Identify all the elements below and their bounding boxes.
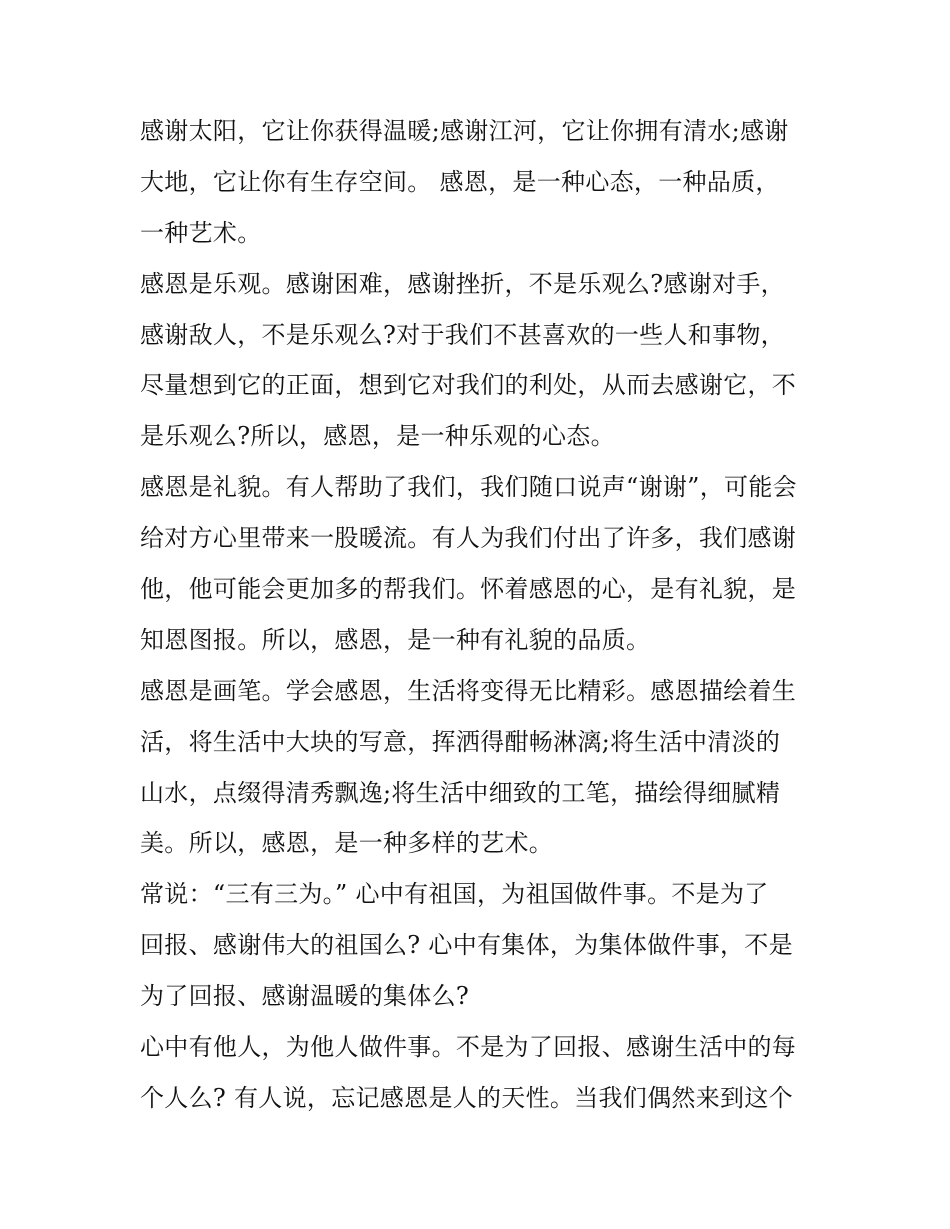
text-line: 感恩是乐观。感谢困难，感谢挫折，不是乐观么?感谢对手， xyxy=(140,269,785,298)
text-line: 活，将生活中大块的写意，挥洒得酣畅淋漓;将生活中清淡的 xyxy=(140,727,781,756)
text-line: 美。所以，感恩，是一种多样的艺术。 xyxy=(140,829,554,858)
text-line: 尽量想到它的正面，想到它对我们的利处，从而去感谢它，不 xyxy=(140,371,797,400)
text-line: 常说：“三有三为。” 心中有祖国，为祖国做件事。不是为了 xyxy=(140,880,769,909)
text-line: 感谢太阳，它让你获得温暖;感谢江河，它让你拥有清水;感谢 xyxy=(140,117,789,145)
text-line: 心中有他人，为他人做件事。不是为了回报、感谢生活中的每 xyxy=(140,1033,797,1062)
document-body xyxy=(140,110,820,1128)
text-line: 感恩是画笔。学会感恩，生活将变得无比精彩。感恩描绘着生 xyxy=(140,676,797,705)
text-line: 知恩图报。所以，感恩，是一种有礼貌的品质。 xyxy=(140,625,651,654)
text-line: 感谢敌人，不是乐观么?对于我们不甚喜欢的一些人和事物， xyxy=(140,320,785,349)
text-line: 给对方心里带来一股暖流。有人为我们付出了许多，我们感谢 xyxy=(140,524,797,553)
text-line: 山水，点缀得清秀飘逸;将生活中细致的工笔，描绘得细腻精 xyxy=(140,778,781,807)
text-line: 为了回报、感谢温暖的集体么? xyxy=(140,982,470,1011)
text-line: 一种艺术。 xyxy=(140,218,262,247)
text-line: 是乐观么?所以，感恩，是一种乐观的心态。 xyxy=(140,422,615,451)
text-line: 个人么? 有人说，忘记感恩是人的天性。当我们偶然来到这个 xyxy=(140,1083,793,1112)
text-line: 他，他可能会更加多的帮我们。怀着感恩的心，是有礼貌，是 xyxy=(140,575,797,604)
text-line: 大地，它让你有生存空间。 感恩，是一种心态，一种品质， xyxy=(140,167,780,196)
text-line: 回报、感谢伟大的祖国么? 心中有集体，为集体做件事，不是 xyxy=(140,931,793,960)
text-line: 感恩是礼貌。有人帮助了我们，我们随口说声“谢谢”，可能会 xyxy=(140,473,797,502)
